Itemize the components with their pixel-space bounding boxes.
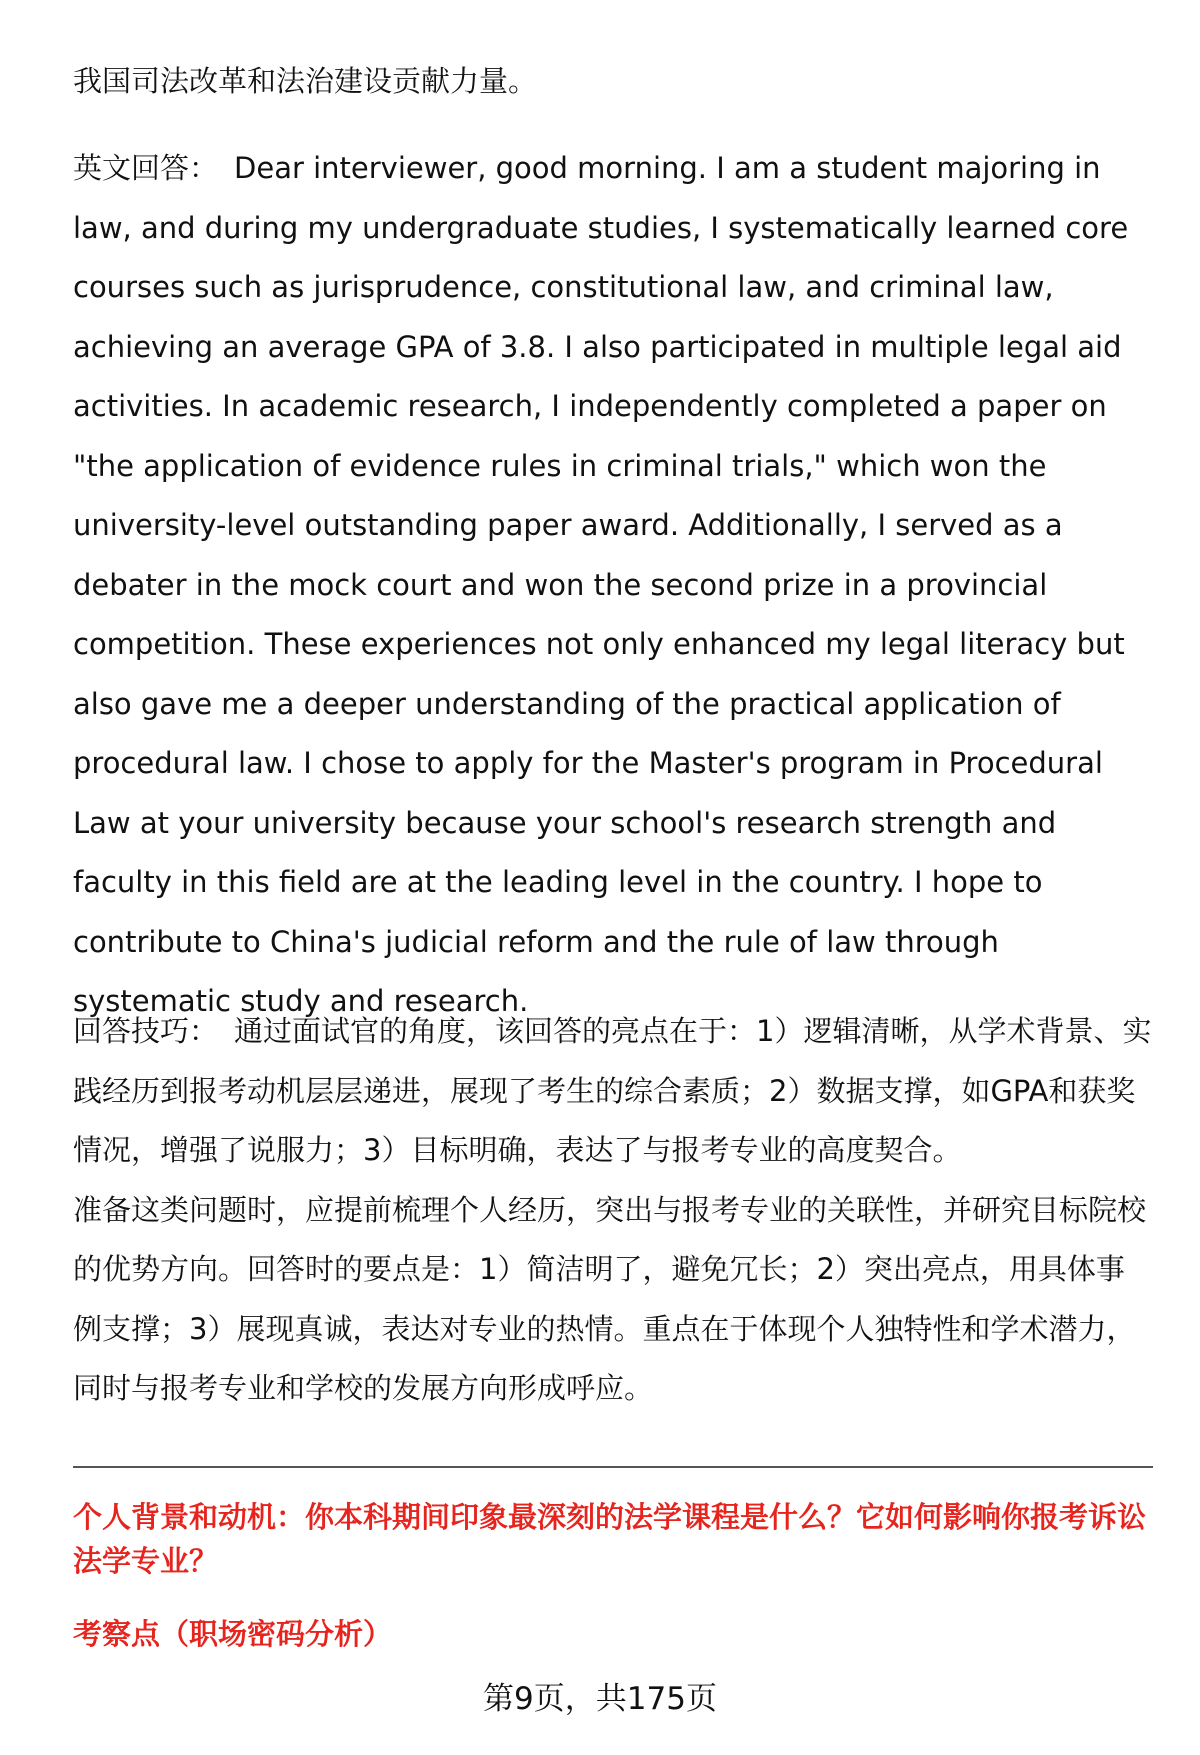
- intro-line: 我国司法改革和法治建设贡献力量。: [73, 64, 538, 98]
- page-number-footer: 第9页，共175页: [483, 1681, 717, 1717]
- answer-tips-paragraph-2: 准备这类问题时，应提前梳理个人经历，突出与报考专业的关联性，并研究目标院校的优势方向。回答时的要点是：1）简洁明了，避免冗长；2）突出亮点，用具体事例支撑；3）展现真诚，表达对专业的热情。重点在于体现个人独特性和学术潜力，同时与报考专业和学校的发展方向形成呼应。: [73, 1192, 1147, 1405]
- english-answer-text: Dear interviewer, good morning. I am a student majoring in law, and during my undergraduate studies, I systematically learned core courses such as jurisprudence, constitutional law, and criminal law, achieving an average GPA of 3.8. I also participated in multiple legal aid activities. In academic research, I independently completed a paper on "the application of evidence rules in criminal trials," which won the university-level outstanding paper award. Additionally, I served as a debater in the mock court and won the second prize in a provincial competition. These experiences not only enhanced my legal literacy but also gave me a deeper understanding of the practical application of procedural law. I chose to apply for the Master's program in Procedural Law at your university because your school's research strength and faculty in this field are at the leading level in the country. I hope to contribute to China's judicial reform and the rule of law through systematic study and research.: [73, 151, 1129, 1018]
- section-divider: [73, 1466, 1153, 1468]
- english-answer-paragraph: [73, 139, 1153, 1032]
- english-answer-label: 英文回答：: [73, 151, 219, 185]
- answer-tips-section: [73, 1002, 1153, 1419]
- answer-tips-label: 回答技巧：: [73, 1014, 219, 1048]
- answer-tips-text-1: 通过面试官的角度，该回答的亮点在于：1）逻辑清晰，从学术背景、实践经历到报考动机层层递进，展现了考生的综合素质；2）数据支撑，如GPA和获奖情况，增强了说服力；3）目标明确，表达了与报考专业的高度契合。: [73, 1014, 1152, 1167]
- next-question-heading: 个人背景和动机：你本科期间印象最深刻的法学课程是什么？它如何影响你报考诉讼法学专业？: [73, 1500, 1147, 1578]
- answer-tips-paragraph-1: [73, 1002, 1153, 1181]
- examination-point-heading: 考察点（职场密码分析）: [73, 1617, 393, 1651]
